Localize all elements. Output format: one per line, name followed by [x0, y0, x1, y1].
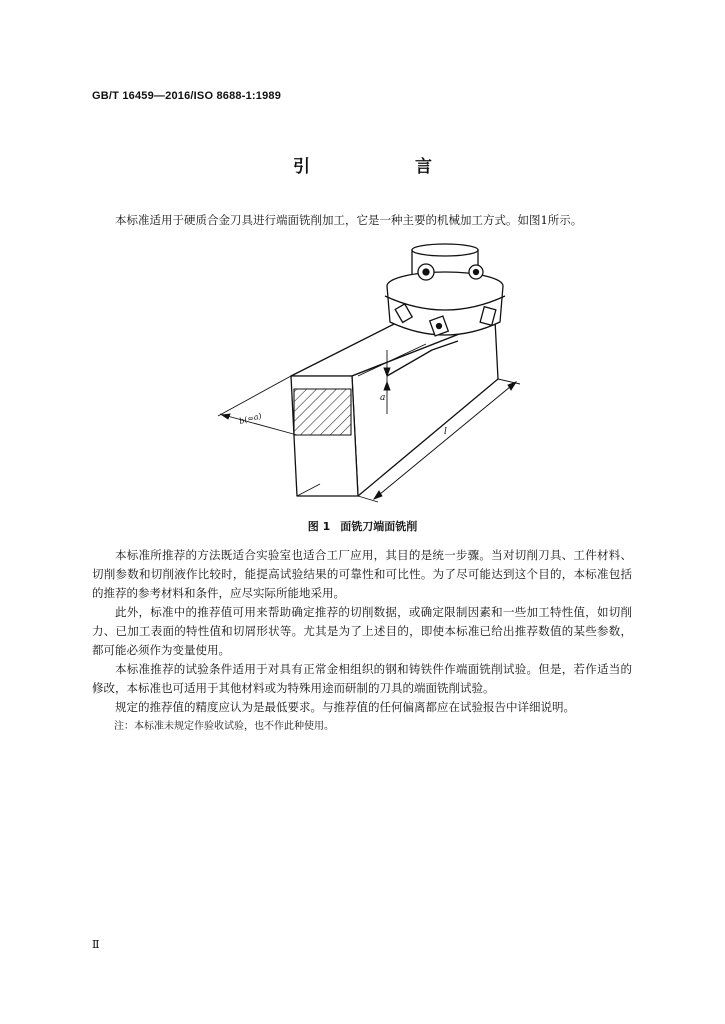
face-milling-figure [200, 238, 540, 510]
face-mill-cutter [385, 244, 505, 336]
figure-number: 图 1 [307, 520, 331, 533]
intro-paragraph: 本标准适用于硬质合金刀具进行端面铣削加工，它是一种主要的机械加工方式。如图1所示。 [115, 213, 583, 227]
page-number: Ⅱ [92, 938, 100, 951]
standard-number-header: GB/T 16459—2016/ISO 8688-1:1989 [92, 90, 282, 102]
figure-caption [0, 518, 725, 534]
body-paragraph: 本标准推荐的试验条件适用于对具有正常金相组织的钢和铸铁件作端面铣削试验。但是，若作适当的修改，本标准也可适用于其他材料或为特殊用途而研制的刀具的端面铣削试验。 [92, 662, 632, 695]
note: 注：本标准未规定作验收试验，也不作此种使用。 [114, 721, 334, 732]
width-label: b(≈a) [238, 411, 263, 426]
depth-label: a [380, 393, 386, 403]
page-title: 引 言 [293, 157, 476, 177]
body-paragraph: 规定的推荐值的精度应认为是最低要求。与推荐值的任何偏离都应在试验报告中详细说明。 [115, 700, 575, 714]
body-paragraph: 本标准所推荐的方法既适合实验室也适合工厂应用，其目的是统一步骤。当对切削刀具、工件材料、切削参数和切削液作比较时，能提高试验结果的可靠性和可比性。为了尽可能达到这个目的，本标准包括的推荐的参考材料和条件，应尽实际所能地采用。 [92, 548, 632, 600]
length-label: l [444, 427, 447, 437]
figure-caption-text: 面铣刀端面铣削 [340, 520, 418, 533]
face-milling-drawing [200, 238, 540, 510]
cut-cross-section [294, 389, 351, 435]
body-paragraph: 此外，标准中的推荐值可用来帮助确定推荐的切削数据，或确定限制因素和一些加工特性值，如切削力、已加工表面的特性值和切屑形状等。尤其是为了上述目的，即使本标准已给出推荐数值的某些参数，都可能必须作为变量使用。 [92, 605, 632, 657]
